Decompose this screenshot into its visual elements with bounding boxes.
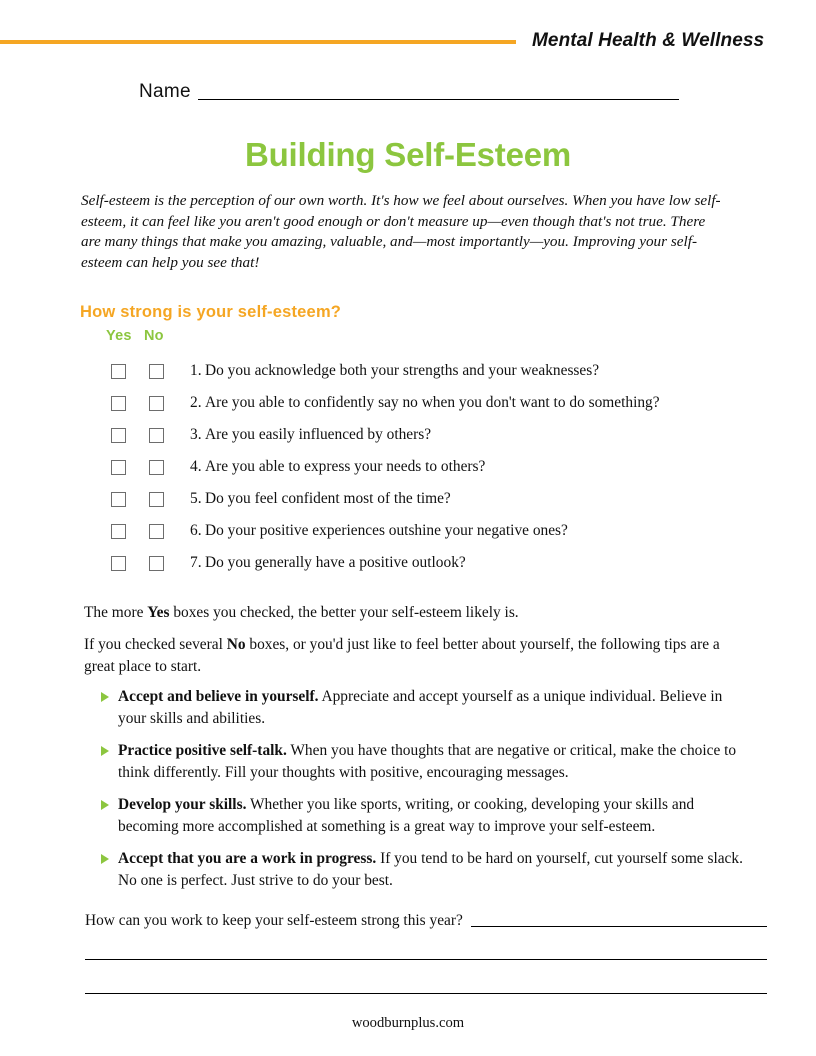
column-header-no: No <box>144 328 164 344</box>
quiz-question-number: 5. <box>190 490 202 507</box>
quiz-question-row <box>80 456 770 488</box>
checkbox-no[interactable] <box>149 364 164 379</box>
quiz-question-number: 6. <box>190 522 202 539</box>
triangle-bullet-icon <box>101 692 109 702</box>
tip-item <box>101 848 747 891</box>
header-category-title: Mental Health & Wellness <box>532 30 765 51</box>
quiz-question-row <box>80 488 770 520</box>
triangle-bullet-icon <box>101 800 109 810</box>
checkbox-no[interactable] <box>149 492 164 507</box>
tip-lead-text: Practice positive self-talk. <box>118 742 287 759</box>
tip-lead-text: Accept that you are a work in progress. <box>118 850 377 867</box>
quiz-question-row <box>80 392 770 424</box>
quiz-question-number: 3. <box>190 426 202 443</box>
result-text-yes <box>84 602 744 623</box>
quiz-question-body: Do you feel confident most of the time? <box>205 490 451 507</box>
checkbox-no[interactable] <box>149 460 164 475</box>
name-label: Name <box>139 81 191 102</box>
quiz-question-number: 2. <box>190 394 202 411</box>
quiz-question-body: Are you easily influenced by others? <box>205 426 432 443</box>
quiz-question-body: Are you able to confidently say no when you don't want to do something? <box>205 394 660 411</box>
footer-source: woodburnplus.com <box>351 1015 465 1031</box>
quiz-question-row <box>80 360 770 392</box>
checkbox-yes[interactable] <box>111 524 126 539</box>
checkbox-yes[interactable] <box>111 492 126 507</box>
triangle-bullet-icon <box>101 746 109 756</box>
tip-lead-text: Accept and believe in yourself. <box>118 688 319 705</box>
result-yes-before: The more <box>84 604 148 621</box>
quiz-question-text <box>190 360 599 382</box>
tip-item <box>101 686 747 729</box>
quiz-question-text <box>190 456 485 478</box>
quiz-question-body: Do your positive experiences outshine your negative ones? <box>205 522 568 539</box>
quiz-question-text <box>190 424 431 446</box>
closing-question-text: How can you work to keep your self-esteem strong this year? <box>85 912 463 929</box>
quiz-question-text <box>190 392 660 414</box>
header-orange-rule <box>0 40 516 44</box>
result-text-no <box>84 634 739 677</box>
quiz-section-heading: How strong is your self-esteem? <box>80 303 342 321</box>
quiz-question-body: Are you able to express your needs to others? <box>205 458 486 475</box>
quiz-question-number: 4. <box>190 458 202 475</box>
intro-paragraph: Self-esteem is the perception of our own worth. It's how we feel about ourselves. When you have low self-esteem, it can feel like you aren't good enough or don't measure up—even though that's not true. There are many things that make you amazing, valuable, and—most importantly—you. Improving your self-esteem can help you see that! <box>81 192 721 271</box>
checkbox-no[interactable] <box>149 524 164 539</box>
quiz-question-body: Do you generally have a positive outlook? <box>205 554 466 571</box>
quiz-column-headers <box>80 328 280 348</box>
tip-body-text: When you have thoughts that are negative or critical, make the choice to think differently. Fill your thoughts with positive, encouraging messages. <box>118 742 737 781</box>
answer-line-3[interactable] <box>85 993 767 994</box>
result-no-before: If you checked several <box>84 636 227 653</box>
triangle-bullet-icon <box>101 854 109 864</box>
tip-item <box>101 740 747 783</box>
result-no-keyword: No <box>226 636 246 653</box>
checkbox-yes[interactable] <box>111 428 126 443</box>
quiz-question-text <box>190 488 451 510</box>
tip-lead-text: Develop your skills. <box>118 796 247 813</box>
checkbox-yes[interactable] <box>111 396 126 411</box>
quiz-question-list <box>80 360 770 584</box>
name-field-row <box>139 78 679 104</box>
checkbox-no[interactable] <box>149 396 164 411</box>
tips-list <box>101 686 747 902</box>
checkbox-no[interactable] <box>149 556 164 571</box>
column-header-yes: Yes <box>106 328 132 344</box>
checkbox-yes[interactable] <box>111 460 126 475</box>
result-yes-keyword: Yes <box>147 604 170 621</box>
result-no-after: boxes, or you'd just like to feel better about yourself, the following tips are a great place to start. <box>84 636 720 675</box>
tip-item <box>101 794 747 837</box>
quiz-question-number: 1. <box>190 362 202 379</box>
checkbox-no[interactable] <box>149 428 164 443</box>
checkbox-yes[interactable] <box>111 556 126 571</box>
quiz-question-row <box>80 520 770 552</box>
quiz-question-text <box>190 520 568 542</box>
page-title: Building Self-Esteem <box>244 136 572 173</box>
quiz-question-row <box>80 552 770 584</box>
quiz-question-number: 7. <box>190 554 202 571</box>
quiz-question-body: Do you acknowledge both your strengths and your weaknesses? <box>205 362 600 379</box>
result-yes-after: boxes you checked, the better your self-esteem likely is. <box>169 604 519 621</box>
quiz-question-row <box>80 424 770 456</box>
tip-body-text: If you tend to be hard on yourself, cut yourself some slack. No one is perfect. Just strive to do your best. <box>118 850 743 889</box>
checkbox-yes[interactable] <box>111 364 126 379</box>
answer-line-1[interactable] <box>471 926 767 927</box>
tip-body-text: Whether you like sports, writing, or cooking, developing your skills and becoming more accomplished at something is a great way to improve your self-esteem. <box>118 796 695 835</box>
quiz-question-text <box>190 552 466 574</box>
answer-line-2[interactable] <box>85 959 767 960</box>
page-header <box>0 0 816 62</box>
closing-question-row <box>85 912 767 931</box>
name-input-line[interactable] <box>198 99 679 100</box>
tip-body-text: Appreciate and accept yourself as a unique individual. Believe in your skills and abilities. <box>118 688 723 727</box>
